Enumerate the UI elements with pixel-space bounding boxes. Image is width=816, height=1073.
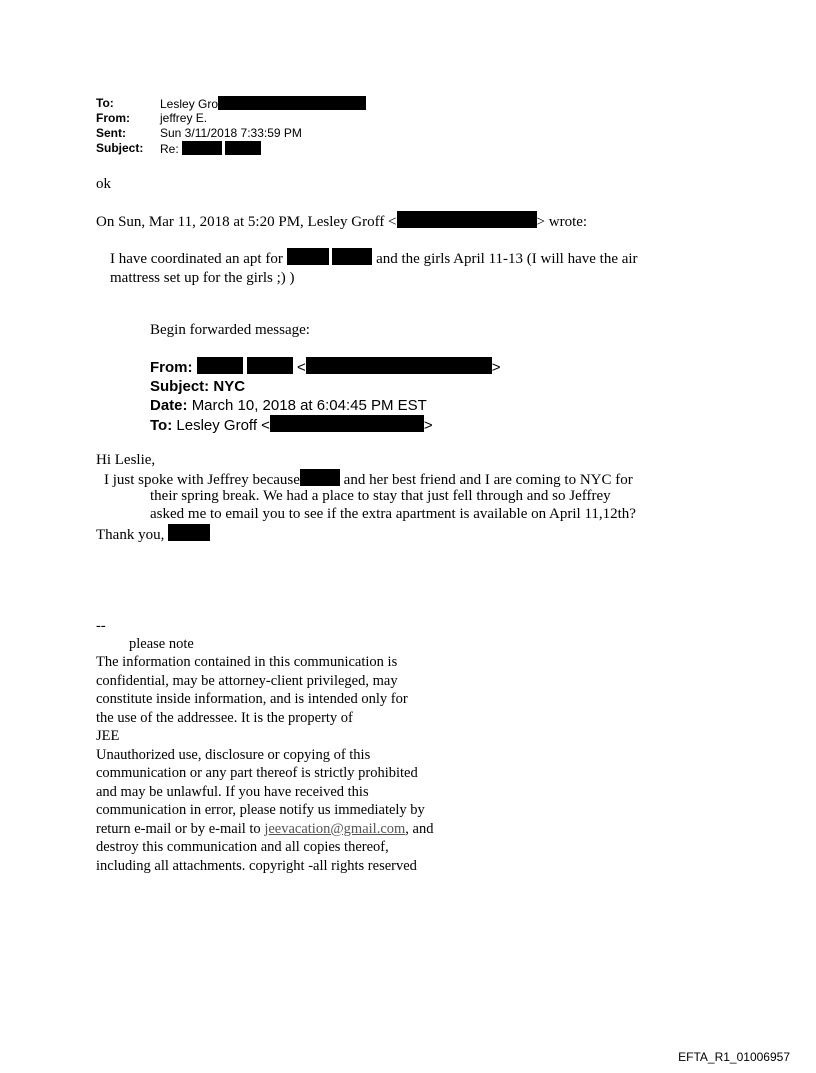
disclaimer-line: and may be unlawful. If you have received this bbox=[96, 783, 369, 800]
forwarded-header bbox=[150, 357, 501, 435]
redaction-box bbox=[182, 141, 222, 155]
to-row bbox=[96, 96, 416, 110]
redaction-box bbox=[300, 469, 340, 486]
fwd-from-row: From: < > bbox=[150, 359, 501, 376]
disclaimer-line: constitute inside information, and is intended only for bbox=[96, 691, 408, 707]
sent-row bbox=[96, 126, 416, 140]
from-label: From: bbox=[96, 111, 130, 125]
redaction-box bbox=[306, 357, 492, 374]
signature-note: please note bbox=[129, 636, 194, 652]
original-line-2: their spring break. We had a place to stay that just fell through and so Jeffrey bbox=[150, 488, 611, 504]
redaction-box bbox=[218, 96, 366, 110]
quoted-body bbox=[110, 248, 638, 288]
redaction-box bbox=[270, 415, 424, 432]
document-id: EFTA_R1_01006957 bbox=[678, 1050, 790, 1064]
fwd-to-row: To: Lesley Groff < > bbox=[150, 417, 433, 434]
fwd-subject-row: Subject: NYC bbox=[150, 378, 246, 395]
disclaimer-email-line: return e-mail or by e-mail to jeevacation@gmail.com, and bbox=[96, 820, 434, 837]
disclaimer-line: communication in error, please notify us immediately by bbox=[96, 802, 425, 818]
disclaimer-line: destroy this communication and all copies thereof, bbox=[96, 839, 389, 855]
to-label: To: bbox=[96, 96, 114, 110]
original-closing: Thank you, bbox=[96, 524, 210, 545]
redaction-box bbox=[397, 211, 537, 228]
email-header bbox=[96, 96, 416, 156]
redaction-box bbox=[332, 248, 372, 265]
redaction-box bbox=[247, 357, 293, 374]
disclaimer-line: JEE bbox=[96, 728, 120, 744]
redaction-box bbox=[197, 357, 243, 374]
disclaimer-line: The information contained in this communication is bbox=[96, 654, 398, 670]
email-link[interactable]: jeevacation@gmail.com bbox=[264, 820, 406, 837]
from-row bbox=[96, 111, 416, 125]
subject-label: Subject: bbox=[96, 141, 144, 155]
redaction-box bbox=[287, 248, 329, 265]
quote-intro: On Sun, Mar 11, 2018 at 5:20 PM, Lesley Groff < > wrote: bbox=[96, 211, 587, 232]
signature-dashes: -- bbox=[96, 618, 106, 634]
redaction-box bbox=[168, 524, 210, 541]
original-line-1: I just spoke with Jeffrey because and her best friend and I are coming to NYC for bbox=[104, 469, 633, 490]
disclaimer bbox=[96, 653, 433, 875]
original-line-3: asked me to email you to see if the extra apartment is available on April 11,12th? bbox=[150, 506, 636, 522]
redaction-box bbox=[225, 141, 261, 155]
forwarded-intro: Begin forwarded message: bbox=[150, 322, 310, 338]
disclaimer-line: communication or any part thereof is strictly prohibited bbox=[96, 765, 418, 781]
disclaimer-line: the use of the addressee. It is the property of bbox=[96, 709, 353, 726]
quoted-line-1: I have coordinated an apt for and the girls April 11-13 (I will have the air bbox=[110, 248, 638, 269]
subject-value: Re: bbox=[160, 141, 261, 156]
subject-row bbox=[96, 141, 416, 155]
fwd-date-row: Date: March 10, 2018 at 6:04:45 PM EST bbox=[150, 397, 427, 414]
to-value: Lesley Gro bbox=[160, 96, 366, 111]
disclaimer-line: including all attachments. copyright -all rights reserved bbox=[96, 857, 417, 874]
quoted-line-2: mattress set up for the girls ;) ) bbox=[110, 270, 295, 286]
reply-text: ok bbox=[96, 176, 111, 192]
sent-label: Sent: bbox=[96, 126, 126, 140]
disclaimer-line: Unauthorized use, disclosure or copying of this bbox=[96, 746, 371, 763]
from-value: jeffrey E. bbox=[160, 111, 208, 125]
original-greeting: Hi Leslie, bbox=[96, 452, 156, 468]
sent-value: Sun 3/11/2018 7:33:59 PM bbox=[160, 126, 302, 140]
disclaimer-line: confidential, may be attorney-client privileged, may bbox=[96, 672, 398, 689]
